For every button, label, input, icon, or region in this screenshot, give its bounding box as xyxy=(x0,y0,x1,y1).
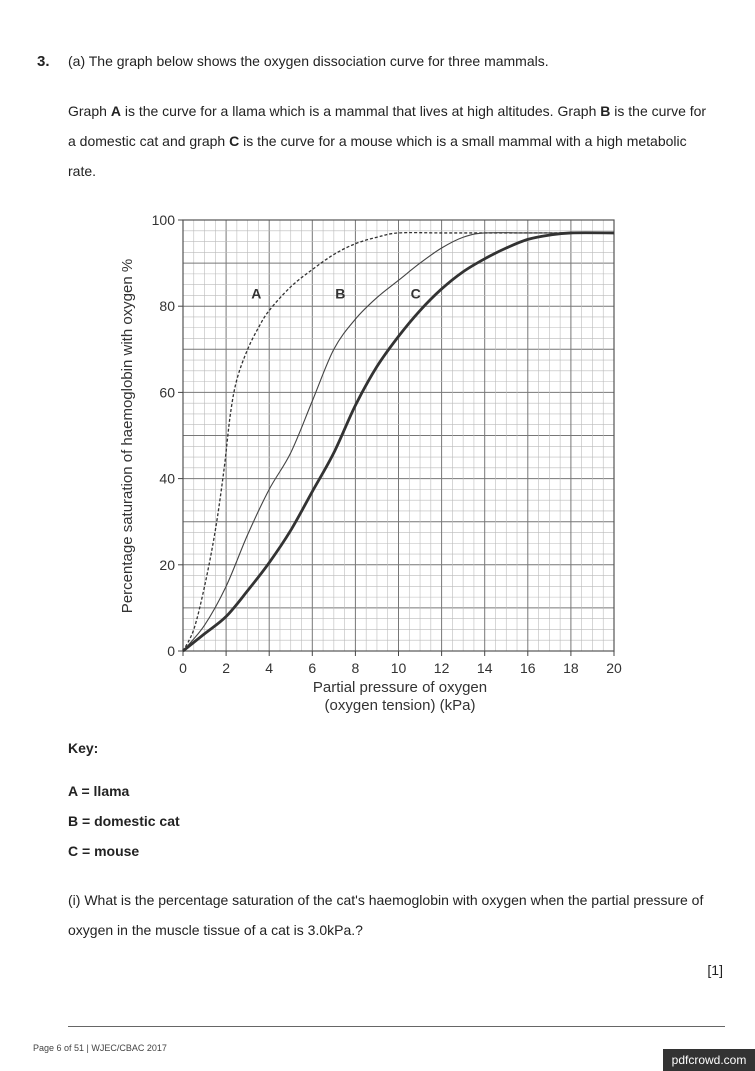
question-part-i: (i) What is the percentage saturation of the cat's haemoglobin with oxygen when the partial pressure of oxygen in the muscle tissue of a cat is 3.0kPa.? xyxy=(68,892,704,938)
x-tick-label: 14 xyxy=(476,660,493,676)
x-tick-label: 4 xyxy=(265,660,274,676)
x-tick-label: 2 xyxy=(222,660,230,676)
para-label-b: B xyxy=(600,103,611,119)
page-footer: Page 6 of 51 | WJEC/CBAC 2017 xyxy=(33,1043,167,1053)
para-label-a: A xyxy=(110,103,121,119)
x-tick-label: 12 xyxy=(433,660,450,676)
key-item-b: B = domestic cat xyxy=(68,813,180,829)
x-tick-label: 16 xyxy=(520,660,536,676)
x-tick-label: 20 xyxy=(606,660,622,676)
curve-label-a: A xyxy=(251,285,262,302)
y-tick-label: 40 xyxy=(159,470,175,487)
x-tick-label: 0 xyxy=(179,660,187,676)
y-tick-label: 80 xyxy=(159,298,175,315)
chart-grid xyxy=(183,220,614,651)
key-title: Key: xyxy=(68,740,99,756)
pdfcrowd-badge[interactable]: pdfcrowd.com xyxy=(663,1049,755,1071)
question-description xyxy=(68,96,708,186)
y-axis-label: Percentage saturation of haemoglobin with oxygen % xyxy=(119,258,136,614)
marks-indicator: [1] xyxy=(707,962,723,978)
y-tick-label: 20 xyxy=(159,556,175,573)
x-tick-label: 18 xyxy=(563,660,579,676)
para-text: is the curve for a domestic cat and graph xyxy=(68,103,707,149)
curve-label-b: B xyxy=(335,285,346,302)
x-tick-label: 10 xyxy=(390,660,407,676)
para-label-c: C xyxy=(229,133,240,149)
y-tick-label: 100 xyxy=(151,212,175,228)
curve-label-c: C xyxy=(410,285,421,302)
curve-labels xyxy=(251,285,421,301)
oxygen-dissociation-chart xyxy=(0,200,755,720)
para-text: is the curve for a mouse which is a small mammal with a high metabolic rate. xyxy=(68,133,687,179)
x-axis-label-units: (oxygen tension) (kPa) xyxy=(324,697,476,714)
y-tick-label: 60 xyxy=(159,384,175,401)
key-item-c: C = mouse xyxy=(68,843,140,859)
x-tick-label: 6 xyxy=(308,660,317,676)
question-number: 3. xyxy=(37,53,50,70)
key-item-a: A = llama xyxy=(68,783,130,799)
axis-ticks xyxy=(152,212,622,676)
para-text: Graph xyxy=(68,103,111,119)
x-axis-label: Partial pressure of oxygen xyxy=(312,679,488,696)
answer-line[interactable] xyxy=(68,1026,725,1027)
question-intro: (a) The graph below shows the oxygen dissociation curve for three mammals. xyxy=(68,53,549,69)
y-tick-label: 0 xyxy=(167,643,175,659)
para-text: is the curve for a llama which is a mammal that lives at high altitudes. Graph xyxy=(120,103,601,119)
x-tick-label: 8 xyxy=(351,660,360,676)
